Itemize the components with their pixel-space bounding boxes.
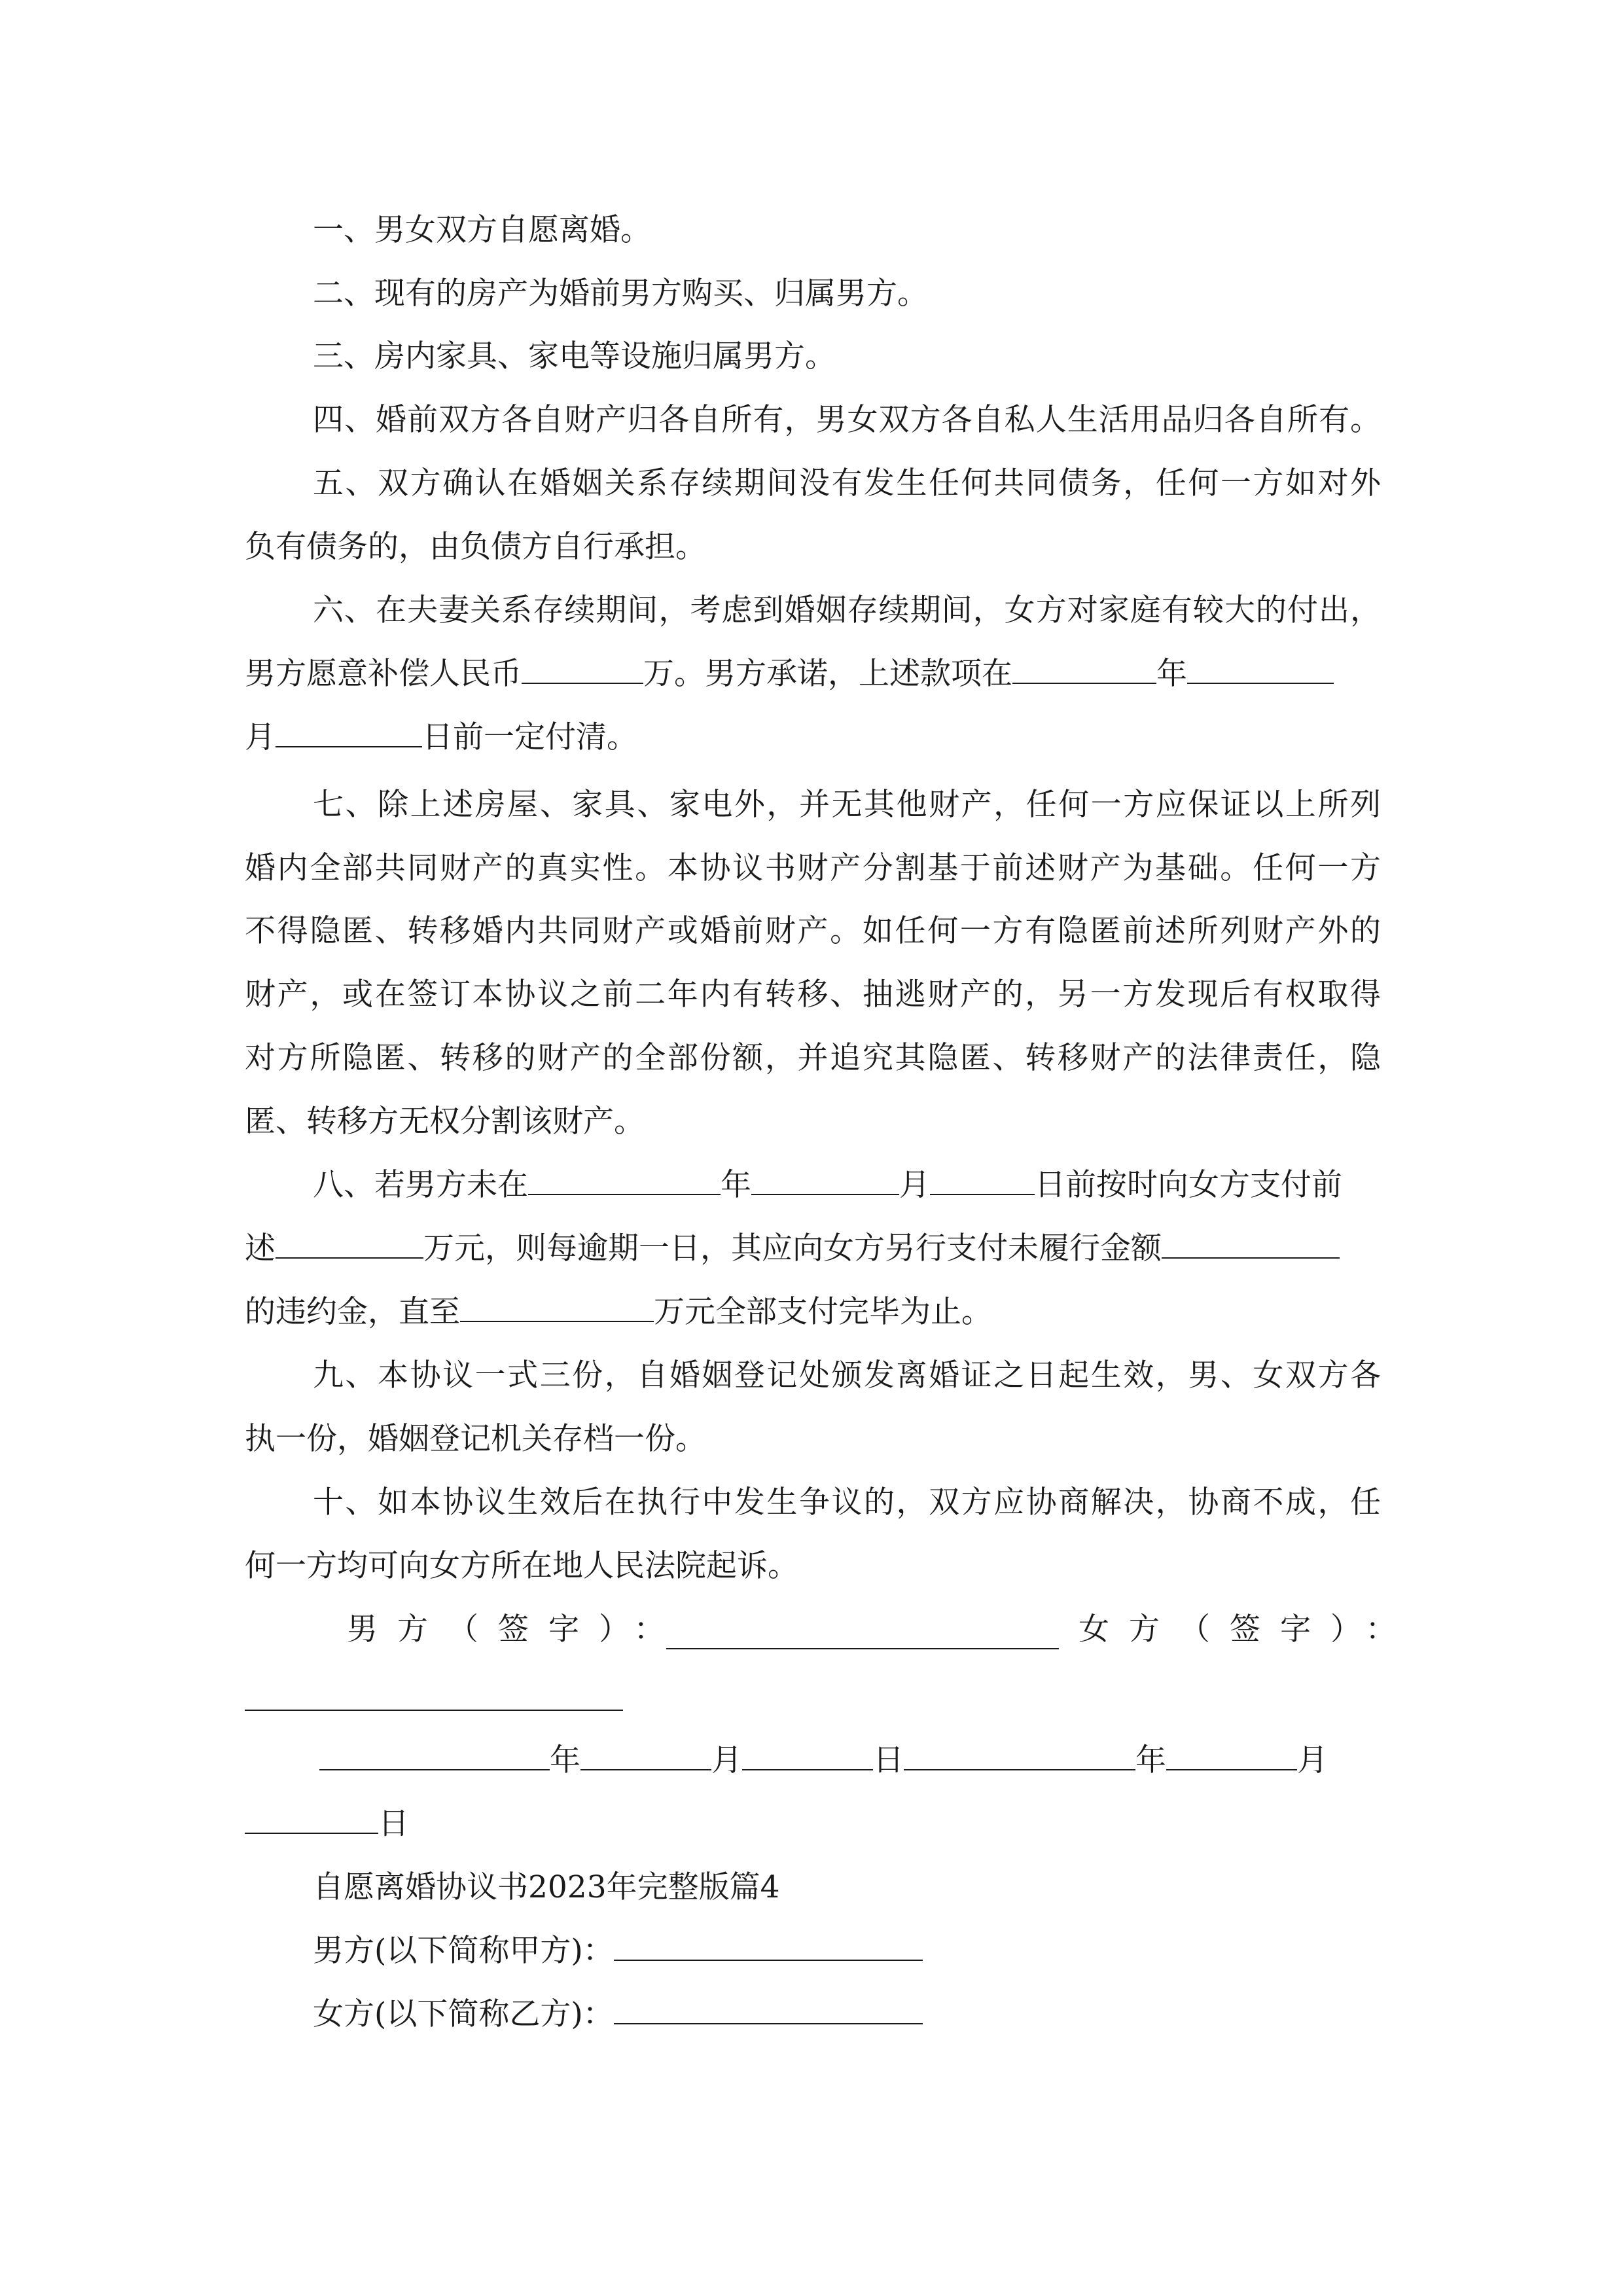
section-title: 自愿离婚协议书2023年完整版篇4 <box>313 1869 780 1905</box>
clause-3: 三、房内家具、家电等设施归属男方。 <box>313 338 836 374</box>
male-signature-label: 男方（签字）： <box>347 1611 685 1647</box>
clause-8-text-b: 年 <box>721 1167 751 1203</box>
clause-8-line-1 <box>245 1153 1381 1217</box>
clause-5-line-1: 五、双方确认在婚姻关系存续期间没有发生任何共同债务，任何一方如对外 <box>313 465 1381 501</box>
female-day-blank[interactable] <box>245 1792 378 1834</box>
clause-8-line-2 <box>245 1217 1381 1281</box>
clause-8-text-d: 日前按时向女方支付前 <box>1035 1167 1342 1203</box>
clause-9-line-1: 九、本协议一式三份，自婚姻登记处颁发离婚证之日起生效，男、女双方各 <box>313 1357 1381 1393</box>
clause-8-text-a: 八、若男方未在 <box>313 1167 528 1203</box>
day-label: 日 <box>873 1742 904 1778</box>
year-label: 年 <box>550 1742 580 1778</box>
clause-8-text-g: 的违约金，直至 <box>245 1294 460 1330</box>
clause-8-text-f: 万元，则每逾期一日，其应向女方另行支付未履行金额 <box>423 1230 1162 1266</box>
month-blank[interactable] <box>1187 642 1334 684</box>
day-blank[interactable] <box>930 1153 1035 1195</box>
clause-8-text-e: 述 <box>245 1230 276 1266</box>
clause-7-line-1: 七、除上述房屋、家具、家电外，并无其他财产，任何一方应保证以上所列 <box>313 787 1381 823</box>
female-year-blank[interactable] <box>904 1729 1135 1770</box>
clause-7-line-6: 匿、转移方无权分割该财产。 <box>245 1103 645 1139</box>
year-blank[interactable] <box>1012 642 1156 684</box>
male-month-blank[interactable] <box>580 1729 711 1770</box>
day-label: 日 <box>378 1806 409 1842</box>
clause-10-line-2: 何一方均可向女方所在地人民法院起诉。 <box>245 1548 798 1584</box>
amount-blank[interactable] <box>522 642 643 684</box>
year-label: 年 <box>1135 1742 1166 1778</box>
clause-2: 二、现有的房产为婚前男方购买、归属男方。 <box>313 276 928 312</box>
amount-blank[interactable] <box>460 1280 654 1322</box>
clause-1: 一、男女双方自愿离婚。 <box>313 212 651 248</box>
clause-9-line-2: 执一份，婚姻登记机关存档一份。 <box>245 1421 706 1457</box>
penalty-blank[interactable] <box>1162 1217 1340 1259</box>
clause-5-line-2: 负有债务的，由负债方自行承担。 <box>245 529 706 565</box>
clause-6-text-a: 男方愿意补偿人民币 <box>245 656 522 692</box>
clause-7-line-2: 婚内全部共同财产的真实性。本协议书财产分割基于前述财产为基础。任何一方 <box>245 850 1381 886</box>
clause-6-text-c: 年 <box>1156 656 1187 692</box>
male-day-blank[interactable] <box>742 1729 873 1770</box>
day-blank[interactable] <box>276 706 422 747</box>
clause-6-text-d: 月 <box>245 719 276 755</box>
clause-4: 四、婚前双方各自财产归各自所有，男女双方各自私人生活用品归各自所有。 <box>313 402 1381 438</box>
party-b-label: 女方(以下简称乙方)： <box>313 1996 614 2032</box>
month-label: 月 <box>711 1742 742 1778</box>
signature-date-line <box>319 1729 1381 1793</box>
female-signature-line[interactable] <box>245 1710 623 1711</box>
male-signature-line[interactable] <box>666 1648 1059 1649</box>
clause-8-text-c: 月 <box>899 1167 930 1203</box>
clause-8-line-3 <box>245 1280 1381 1344</box>
clause-6-line-1: 六、在夫妻关系存续期间，考虑到婚姻存续期间，女方对家庭有较大的付出， <box>313 592 1381 628</box>
month-blank[interactable] <box>751 1153 899 1195</box>
year-blank[interactable] <box>528 1153 721 1195</box>
month-label: 月 <box>1297 1742 1328 1778</box>
party-a-blank[interactable] <box>614 1919 923 1961</box>
clause-7-line-5: 对方所隐匿、转移的财产的全部份额，并追究其隐匿、转移财产的法律责任，隐 <box>245 1040 1381 1076</box>
male-year-blank[interactable] <box>319 1729 550 1770</box>
clause-6-text-e: 日前一定付清。 <box>422 719 637 755</box>
clause-8-text-h: 万元全部支付完毕为止。 <box>654 1294 992 1330</box>
signature-date-line-2 <box>245 1792 1381 1856</box>
party-b-line <box>245 1982 1381 2047</box>
clause-6-line-2 <box>245 642 1381 706</box>
party-b-blank[interactable] <box>614 1982 923 2024</box>
clause-7-line-3: 不得隐匿、转移婚内共同财产或婚前财产。如任何一方有隐匿前述所列财产外的 <box>245 913 1381 949</box>
clause-10-line-1: 十、如本协议生效后在执行中发生争议的，双方应协商解决，协商不成，任 <box>313 1484 1381 1520</box>
clause-6-text-b: 万。男方承诺，上述款项在 <box>643 656 1012 692</box>
clause-6-line-3 <box>245 706 1381 770</box>
female-signature-label: 女方（签字）： <box>1079 1611 1416 1647</box>
party-a-line <box>245 1919 1381 1983</box>
amount-blank[interactable] <box>276 1217 423 1259</box>
party-a-label: 男方(以下简称甲方)： <box>313 1933 614 1969</box>
clause-7-line-4: 财产，或在签订本协议之前二年内有转移、抽逃财产的，另一方发现后有权取得 <box>245 977 1381 1013</box>
female-month-blank[interactable] <box>1166 1729 1297 1770</box>
